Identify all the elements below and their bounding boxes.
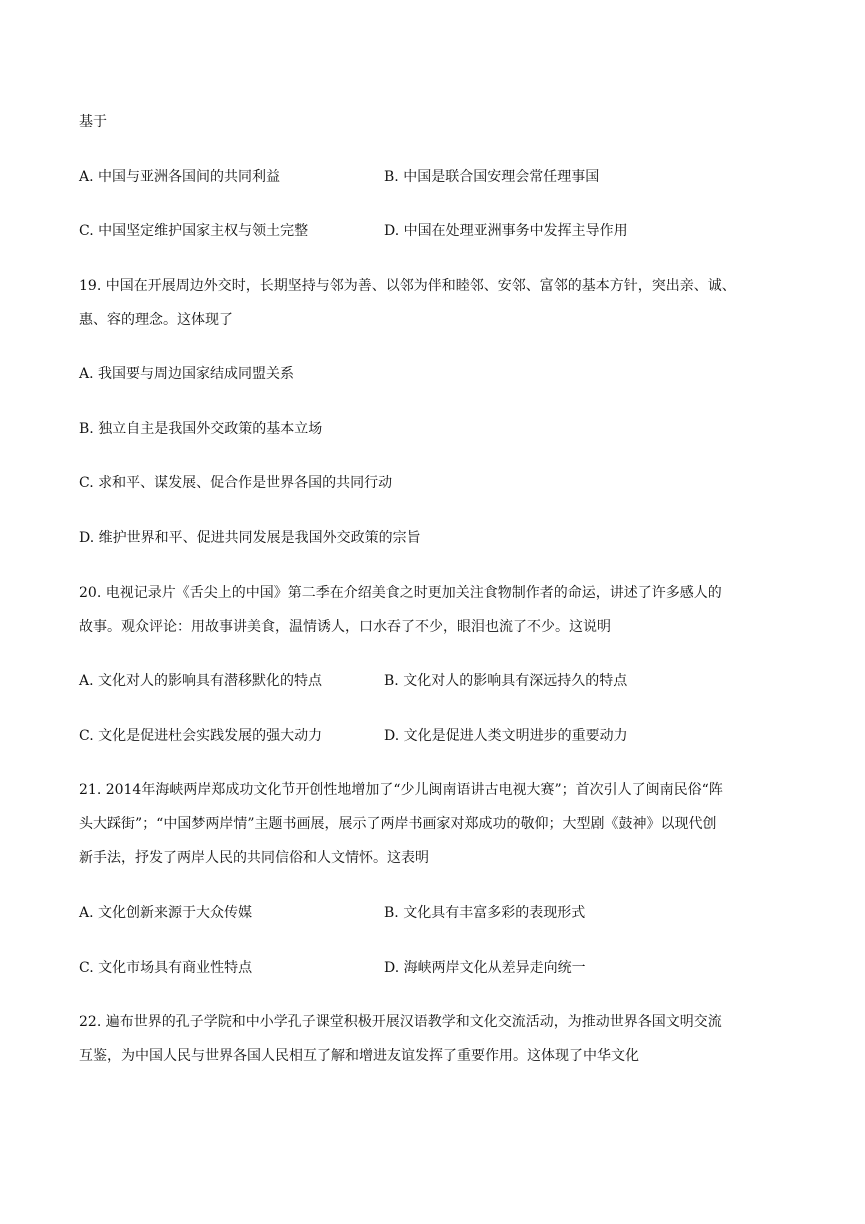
q18-option-c: C. 中国坚定维护国家主权与领土完整: [79, 223, 309, 239]
q21-option-b: B. 文化具有丰富多彩的表现形式: [384, 905, 586, 921]
q20-option-a: A. 文化对人的影响具有潜移默化的特点: [79, 673, 323, 689]
q20-option-d: D. 文化是促进人类文明进步的重要动力: [384, 728, 628, 744]
q18-option-a: A. 中国与亚洲各国间的共同利益: [79, 169, 281, 185]
q21-stem-line1: 21. 2014年海峡两岸郑成功文化节开创性地增加了“少儿闽南语讲古电视大赛”；首次引人了闽南民俗“阵: [79, 782, 723, 798]
q22-stem-line1: 22. 遍布世界的孔子学院和中小学孔子课堂积极开展汉语教学和文化交流活动，为推动世界各国文明交流: [79, 1014, 722, 1030]
q21-option-d: D. 海峡两岸文化从差异走向统一: [384, 960, 586, 976]
q21-stem-line2: 头大踩街”；“中国梦两岸情”主题书画展，展示了两岸书画家对郑成功的敬仰；大型剧《鼓神》以现代创: [79, 816, 717, 832]
q20-stem-line2: 故事。观众评论：用故事讲美食，温情诱人，口水吞了不少，眼泪也流了不少。这说明: [79, 619, 611, 635]
q19-stem-line1: 19. 中国在开展周边外交时，长期坚持与邻为善、以邻为伴和睦邻、安邻、富邻的基本方针，突出亲、诚、: [79, 278, 736, 294]
q18-option-b: B. 中国是联合国安理会常任理事国: [384, 169, 600, 185]
q20-option-c: C. 文化是促进杜会实践发展的强大动力: [79, 728, 323, 744]
q19-option-c: C. 求和平、谋发展、促合作是世界各国的共同行动: [79, 475, 393, 491]
q19-option-a: A. 我国要与周边国家结成同盟关系: [79, 366, 295, 382]
q22-stem-line2: 互鉴，为中国人民与世界各国人民相互了解和增进友谊发挥了重要作用。这体现了中华文化: [79, 1048, 639, 1064]
q20-stem-line1: 20. 电视记录片《舌尖上的中国》第二季在介绍美食之时更加关注食物制作者的命运，讲述了许多感人的: [79, 585, 722, 601]
q21-option-c: C. 文化市场具有商业性特点: [79, 960, 253, 976]
q20-option-b: B. 文化对人的影响具有深远持久的特点: [384, 673, 628, 689]
q21-stem-line3: 新手法，抒发了两岸人民的共同信俗和人文情怀。这表明: [79, 850, 429, 866]
q21-option-a: A. 文化创新来源于大众传媒: [79, 905, 253, 921]
q19-option-b: B. 独立自主是我国外交政策的基本立场: [79, 421, 323, 437]
q18-option-d: D. 中国在处理亚洲事务中发挥主导作用: [384, 223, 628, 239]
q19-stem-line2: 惠、容的理念。这体现了: [79, 312, 233, 328]
q19-option-d: D. 维护世界和平、促进共同发展是我国外交政策的宗旨: [79, 530, 421, 546]
intro-text: 基于: [79, 114, 107, 130]
